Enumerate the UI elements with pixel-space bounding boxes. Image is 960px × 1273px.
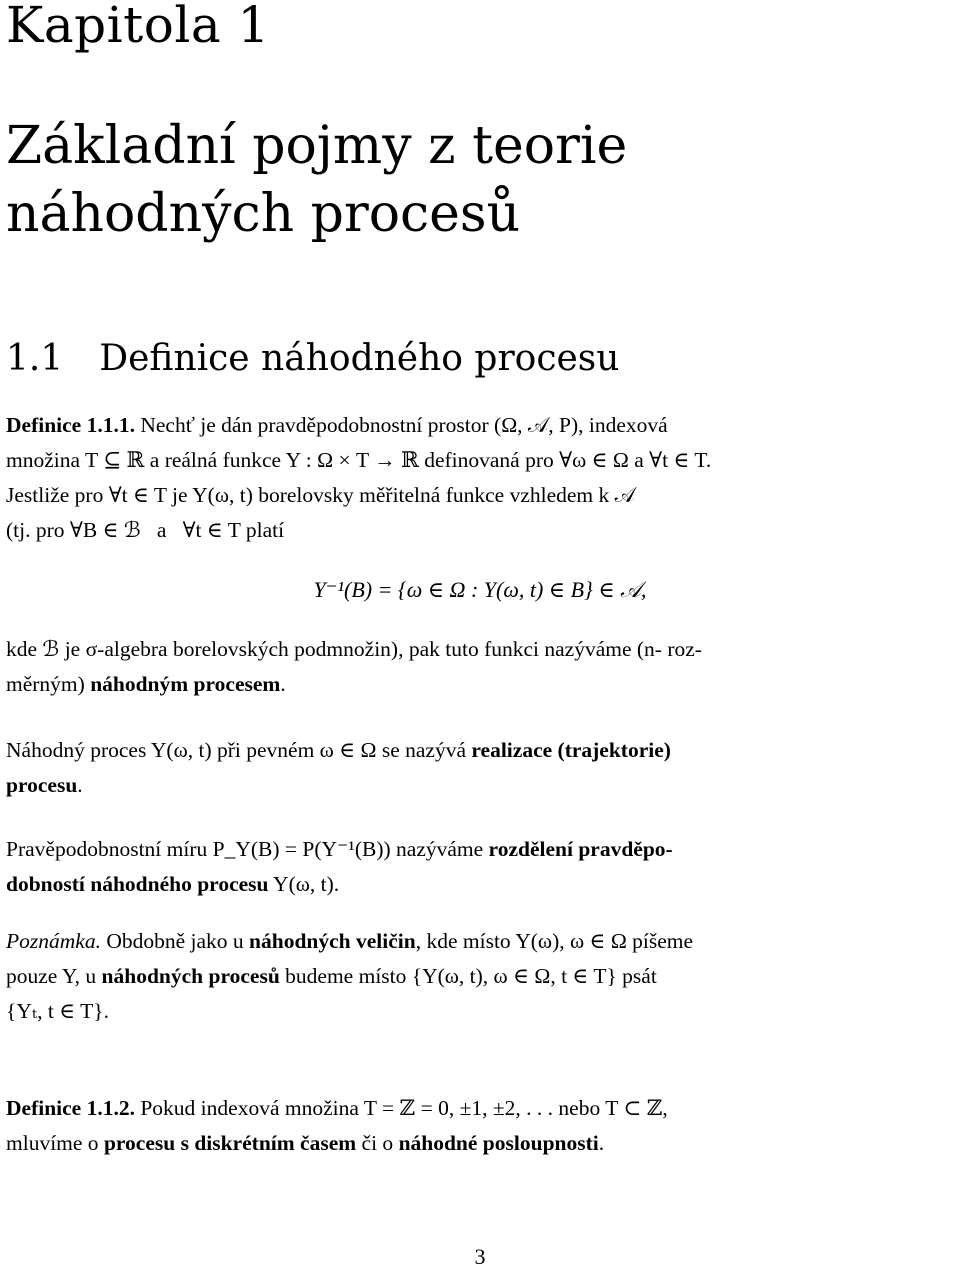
term-rozdeleni-cont: dobností náhodného procesu (6, 872, 269, 896)
definition-2-label: Definice 1.1.2. (6, 1096, 135, 1120)
poznamka-label: Poznámka. (6, 929, 101, 953)
rozdeleni-line-2 (6, 867, 956, 902)
chapter-title (6, 112, 956, 248)
term-nahodne-procesy: náhodných procesů (101, 964, 280, 988)
definition-1-line-3: Jestliže pro ∀t ∈ T je Y(ω, t) borelovsky měřitelná funkce vzhledem k 𝒜 (6, 483, 635, 507)
paragraph-poznamka (6, 924, 956, 1029)
term-diskretni-cas: procesu s diskrétním časem (103, 1131, 357, 1155)
term-nahodne-veliciny: náhodných veličin (249, 929, 416, 953)
definition-1-line-2: množina T ⊆ ℝ a reálná funkce Y : Ω × T → ℝ definovaná pro ∀ω ∈ Ω a ∀t ∈ T. (6, 448, 712, 472)
poznamka-text-c: pouze Y, u (6, 964, 102, 988)
section-heading (6, 338, 956, 380)
poznamka-line-1 (6, 924, 956, 959)
section-number: 1.1 (6, 338, 64, 379)
realizace-line-1 (6, 733, 956, 768)
term-procesu: procesu (6, 773, 78, 797)
definition-2-text-b: mluvíme o (6, 1131, 104, 1155)
definition-1-text-1: Nechť je dán pravděpodobnostní prostor (Ω, 𝒜, P), indexová (140, 413, 668, 437)
definition-2 (6, 1091, 956, 1161)
poznamka-text-d: budeme místo {Y(ω, t), ω ∈ Ω, t ∈ T} psát (279, 964, 657, 988)
paragraph-rozdeleni (6, 832, 956, 902)
term-rozdeleni: rozdělení pravděpo- (488, 837, 673, 861)
poznamka-text-a: Obdobně jako u (100, 929, 250, 953)
poznamka-line-3: {Yₜ, t ∈ T}. (6, 999, 109, 1023)
definition-1-line-4: (tj. pro ∀B ∈ ℬ a ∀t ∈ T platí (6, 518, 285, 542)
definition-2-text-a: Pokud indexová množina T = ℤ = 0, ±1, ±2, . . . nebo T ⊂ ℤ, (134, 1096, 668, 1120)
term-realizace: realizace (trajektorie) (471, 738, 671, 762)
definition-1-label: Definice 1.1.1. (6, 413, 135, 437)
definition-1 (6, 408, 956, 548)
page-number: 3 (474, 1244, 486, 1269)
preimage-equation: Y⁻¹(B) = {ω ∈ Ω : Y(ω, t) ∈ B} ∈ 𝒜, (313, 577, 647, 602)
paragraph-realizace (6, 733, 956, 803)
continuation-line-1: kde ℬ je σ-algebra borelovských podmnožin), pak tuto funkci nazýváme (n- roz- (6, 637, 702, 661)
chapter-label: Kapitola 1 (6, 0, 270, 54)
continuation-text: měrným) (6, 672, 91, 696)
poznamka-text-b: , kde místo Y(ω), ω ∈ Ω píšeme (415, 929, 694, 953)
definition-2-line-1 (6, 1091, 956, 1126)
definition-2-end: . (598, 1131, 605, 1155)
rozdeleni-end: Y(ω, t). (268, 872, 340, 896)
term-nahodna-posloupnost: náhodné posloupnosti (398, 1131, 599, 1155)
realizace-line-2 (6, 768, 956, 803)
realizace-text: Náhodný proces Y(ω, t) při pevném ω ∈ Ω se nazývá (6, 738, 472, 762)
realizace-end: . (77, 773, 83, 797)
definition-1-continuation (6, 632, 956, 702)
chapter-title-line-2: náhodných procesů (6, 184, 521, 244)
term-nahodny-proces: náhodným procesem (90, 672, 281, 696)
definition-2-line-2 (6, 1126, 956, 1161)
definition-2-text-c: či o (356, 1131, 399, 1155)
continuation-end: . (280, 672, 286, 696)
rozdeleni-text: Pravěpodobnostní míru P_Y(B) = P(Y⁻¹(B)) nazýváme (6, 837, 489, 861)
poznamka-line-2 (6, 959, 956, 994)
chapter-title-line-1: Základní pojmy z teorie (6, 116, 628, 176)
definition-1-line-1 (6, 408, 956, 443)
section-title: Definice náhodného procesu (99, 338, 620, 379)
continuation-line-2 (6, 667, 956, 702)
rozdeleni-line-1 (6, 832, 956, 867)
